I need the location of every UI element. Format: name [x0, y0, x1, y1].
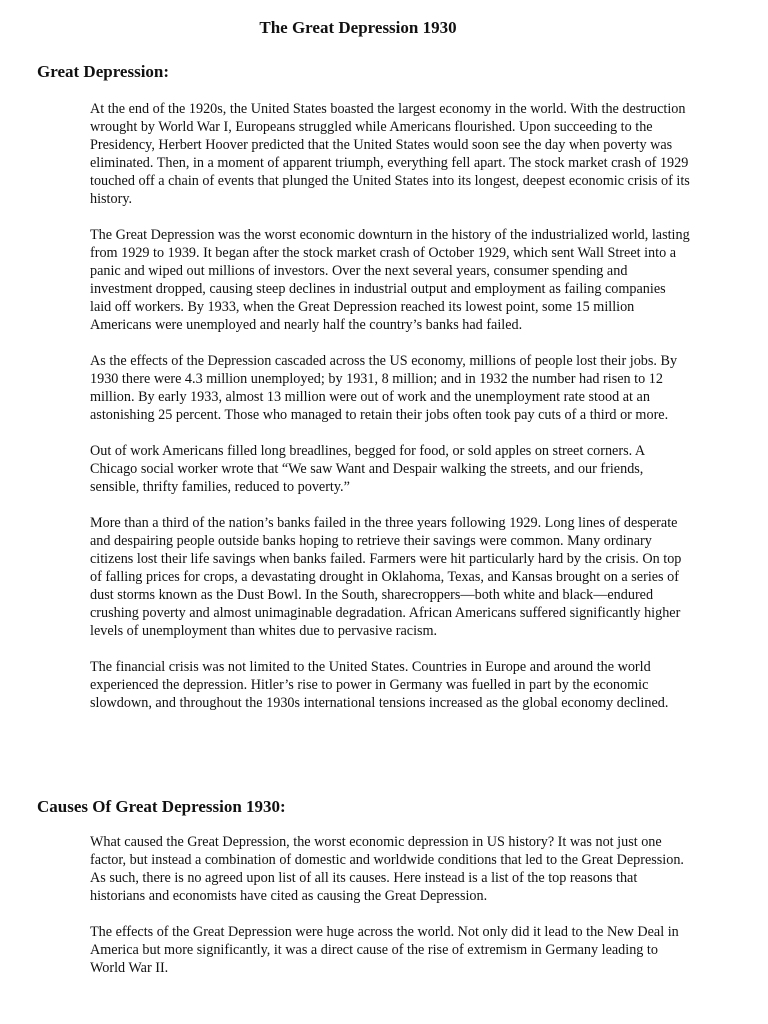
paragraph: The effects of the Great Depression were huge across the world. Not only did it lead to the New Deal in America but more significantly, it was a direct cause of the rise of extremism in Germany leading to World War II.	[90, 924, 679, 976]
paragraph: As the effects of the Depression cascaded across the US economy, millions of people lost their jobs. By 1930 there were 4.3 million unemployed; by 1931, 8 million; and in 1932 the number had risen to 12 million. By early 1933, almost 13 million were out of work and the unemployment rate stood at an astonishing 25 percent. Those who managed to retain their jobs often took pay cuts of a third or more.	[90, 353, 678, 423]
paragraph: What caused the Great Depression, the worst economic depression in US history? It was not just one factor, but instead a combination of domestic and worldwide conditions that led to the Great Depression. As such, there is no agreed upon list of all its causes. Here instead is a list of the top reasons that historians and economists have cited as causing the Great Depression.	[90, 834, 684, 904]
paragraph: More than a third of the nation’s banks failed in the three years following 1929. Long lines of desperate and despairing people outside banks hoping to retrieve their savings were common. Many ordinary citizens lost their life savings when banks failed. Farmers were hit particularly hard by the crisis. On top of falling prices for crops, a devastating drought in Oklahoma, Texas, and Kansas brought on a series of dust storms known as the Dust Bowl. In the South, sharecroppers—both white and black—endured crushing poverty and almost unimaginable degradation. African Americans suffered significantly higher levels of unemployment than whites due to pervasive racism.	[90, 515, 682, 639]
section-heading-causes: Causes Of Great Depression 1930:	[37, 797, 286, 816]
section-body-great-depression	[90, 100, 690, 730]
paragraph: The Great Depression was the worst economic downturn in the history of the industrialized world, lasting from 1929 to 1939. It began after the stock market crash of October 1929, which sent Wall Street into a panic and wiped out millions of investors. Over the next several years, consumer spending and investment dropped, causing steep declines in industrial output and employment as failing companies laid off workers. By 1933, when the Great Depression reached its lowest point, some 15 million Americans were unemployed and nearly half the country’s banks had failed.	[90, 227, 690, 333]
section-heading-great-depression: Great Depression:	[37, 62, 170, 81]
paragraph: The financial crisis was not limited to the United States. Countries in Europe and around the world experienced the depression. Hitler’s rise to power in Germany was fuelled in part by the economic slowdown, and throughout the 1930s international tensions increased as the global economy declined.	[90, 659, 669, 711]
paragraph: At the end of the 1920s, the United States boasted the largest economy in the world. With the destruction wrought by World War I, Europeans struggled while Americans flourished. Upon succeeding to the Presidency, Herbert Hoover predicted that the United States would soon see the day when poverty was eliminated. Then, in a moment of apparent triumph, everything fell apart. The stock market crash of 1929 touched off a chain of events that plunged the United States into its longest, deepest economic crisis of its history.	[90, 101, 690, 207]
section-body-causes	[90, 833, 690, 995]
document-title: The Great Depression 1930	[259, 18, 457, 37]
paragraph: Out of work Americans filled long breadlines, begged for food, or sold apples on street corners. A Chicago social worker wrote that “We saw Want and Despair walking the streets, and our friends, sensible, thrifty families, reduced to poverty.”	[90, 443, 645, 495]
